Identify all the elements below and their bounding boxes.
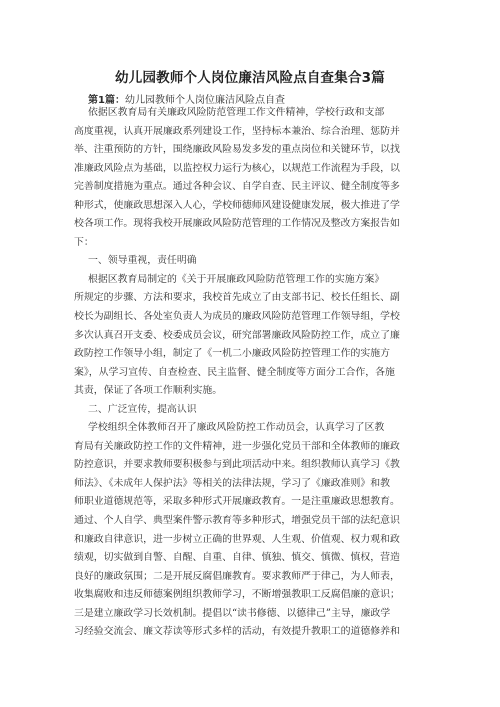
body-text-line: 习经验交流会、廉文荐读等形式多样的活动，有效提升教职工的道德修养和 bbox=[74, 626, 400, 638]
body-text-line: 师法》、《未成年人保护法》等相关的法律法规，学习了《廉政准则》和教 bbox=[74, 477, 390, 489]
body-text-line: 完善制度措施为重点。通过各种会议、自学自查、民主评议、健全制度等多 bbox=[74, 181, 400, 193]
body-text-line: 高度重视，认真开展廉政系列建设工作，坚持标本兼治、综合治理、惩防并 bbox=[74, 125, 400, 137]
body-text-line: 通过、个人自学、典型案件警示教育等多种形式，增强党员干部的法纪意识 bbox=[74, 515, 400, 527]
body-text-line: 防控意识，并要求教师要积极参与到此项活动中来。组织教师认真学习《教 bbox=[74, 459, 400, 471]
document-body bbox=[74, 104, 434, 642]
body-text-line: 案》，从学习宣传、自查检查、民主监督、健全制度等方面分工合作，各施 bbox=[74, 366, 395, 378]
body-text-line: 三是建立廉政学习长效机制。提倡以“读书修德、以德律己”主导，廉政学 bbox=[74, 607, 391, 619]
body-text-line: 和廉政自律意识，进一步树立正确的世界观、人生观、价值观、权力观和政 bbox=[74, 533, 400, 545]
body-text-line: 依据区教育局有关廉政风险防范管理工作文件精神，学校行政和支部 bbox=[88, 107, 385, 118]
section-heading: 二、广泛宣传，提高认识 bbox=[88, 403, 197, 415]
body-text-line: 校长为副组长、各处室负责人为成员的廉政风险防范管理工作领导组，学校 bbox=[74, 311, 400, 323]
body-text-line: 所规定的步骤、方法和要求，我校首先成立了由支部书记、校长任组长、副 bbox=[74, 292, 400, 304]
subtitle-label: 第1篇： bbox=[88, 95, 125, 106]
body-text-line: 育局有关廉政防控工作的文件精神，进一步强化党员干部和全体教师的廉政 bbox=[74, 440, 400, 452]
body-text-line: 多次认真召开支委、校委成员会议，研究部署廉政风险防控工作，成立了廉 bbox=[74, 329, 400, 341]
subtitle-text: 幼儿园教师个人岗位廉洁风险点自查 bbox=[124, 95, 285, 106]
body-text-line: 其责，保证了各项工作顺利实施。 bbox=[74, 385, 223, 397]
body-text-line: 种形式，使廉政思想深入人心，学校师德师风建设健康发展，极大推进了学 bbox=[74, 199, 400, 211]
body-text-line: 绩观，切实做到自警、自醒、自重、自律、慎独、慎交、慎微、慎权，营造 bbox=[74, 552, 400, 564]
body-text-line: 举、注重预防的方针，围绕廉政风险易发多发的重点岗位和关键环节，以找 bbox=[74, 144, 400, 156]
body-text-line: 校各项工作。现将我校开展廉政风险防范管理的工作情况及整改方案报告如 bbox=[74, 218, 400, 230]
body-text-line: 准廉政风险点为基础，以监控权力运行为核心，以规范工作流程为手段，以 bbox=[74, 162, 400, 174]
document-title: 幼儿园教师个人岗位廉洁风险点自查集合3篇 bbox=[115, 70, 385, 86]
body-text-line: 下： bbox=[74, 236, 94, 248]
body-text-line: 师职业道德规范等，采取多种形式开展廉政教育。一是注重廉政思想教育。 bbox=[74, 496, 400, 508]
body-text-line: 收集腐败和违反师德案例组织教师学习，不断增强教职工反腐倡廉的意识； bbox=[74, 589, 400, 601]
body-text-line: 良好的廉政氛围；二是开展反腐倡廉教育。要求教师严于律己，为人师表， bbox=[74, 570, 400, 582]
body-text-line: 根据区教育局制定的《关于开展廉政风险防范管理工作的实施方案》 bbox=[88, 273, 385, 285]
body-text-line: 政防控工作领导小组，制定了《一机二小廉政风险防控管理工作的实施方 bbox=[74, 348, 391, 360]
body-text-line: 学校组织全体教师召开了廉政风险防控工作动员会，认真学习了区教 bbox=[88, 422, 385, 434]
section-heading: 一、领导重视，责任明确 bbox=[88, 255, 197, 267]
